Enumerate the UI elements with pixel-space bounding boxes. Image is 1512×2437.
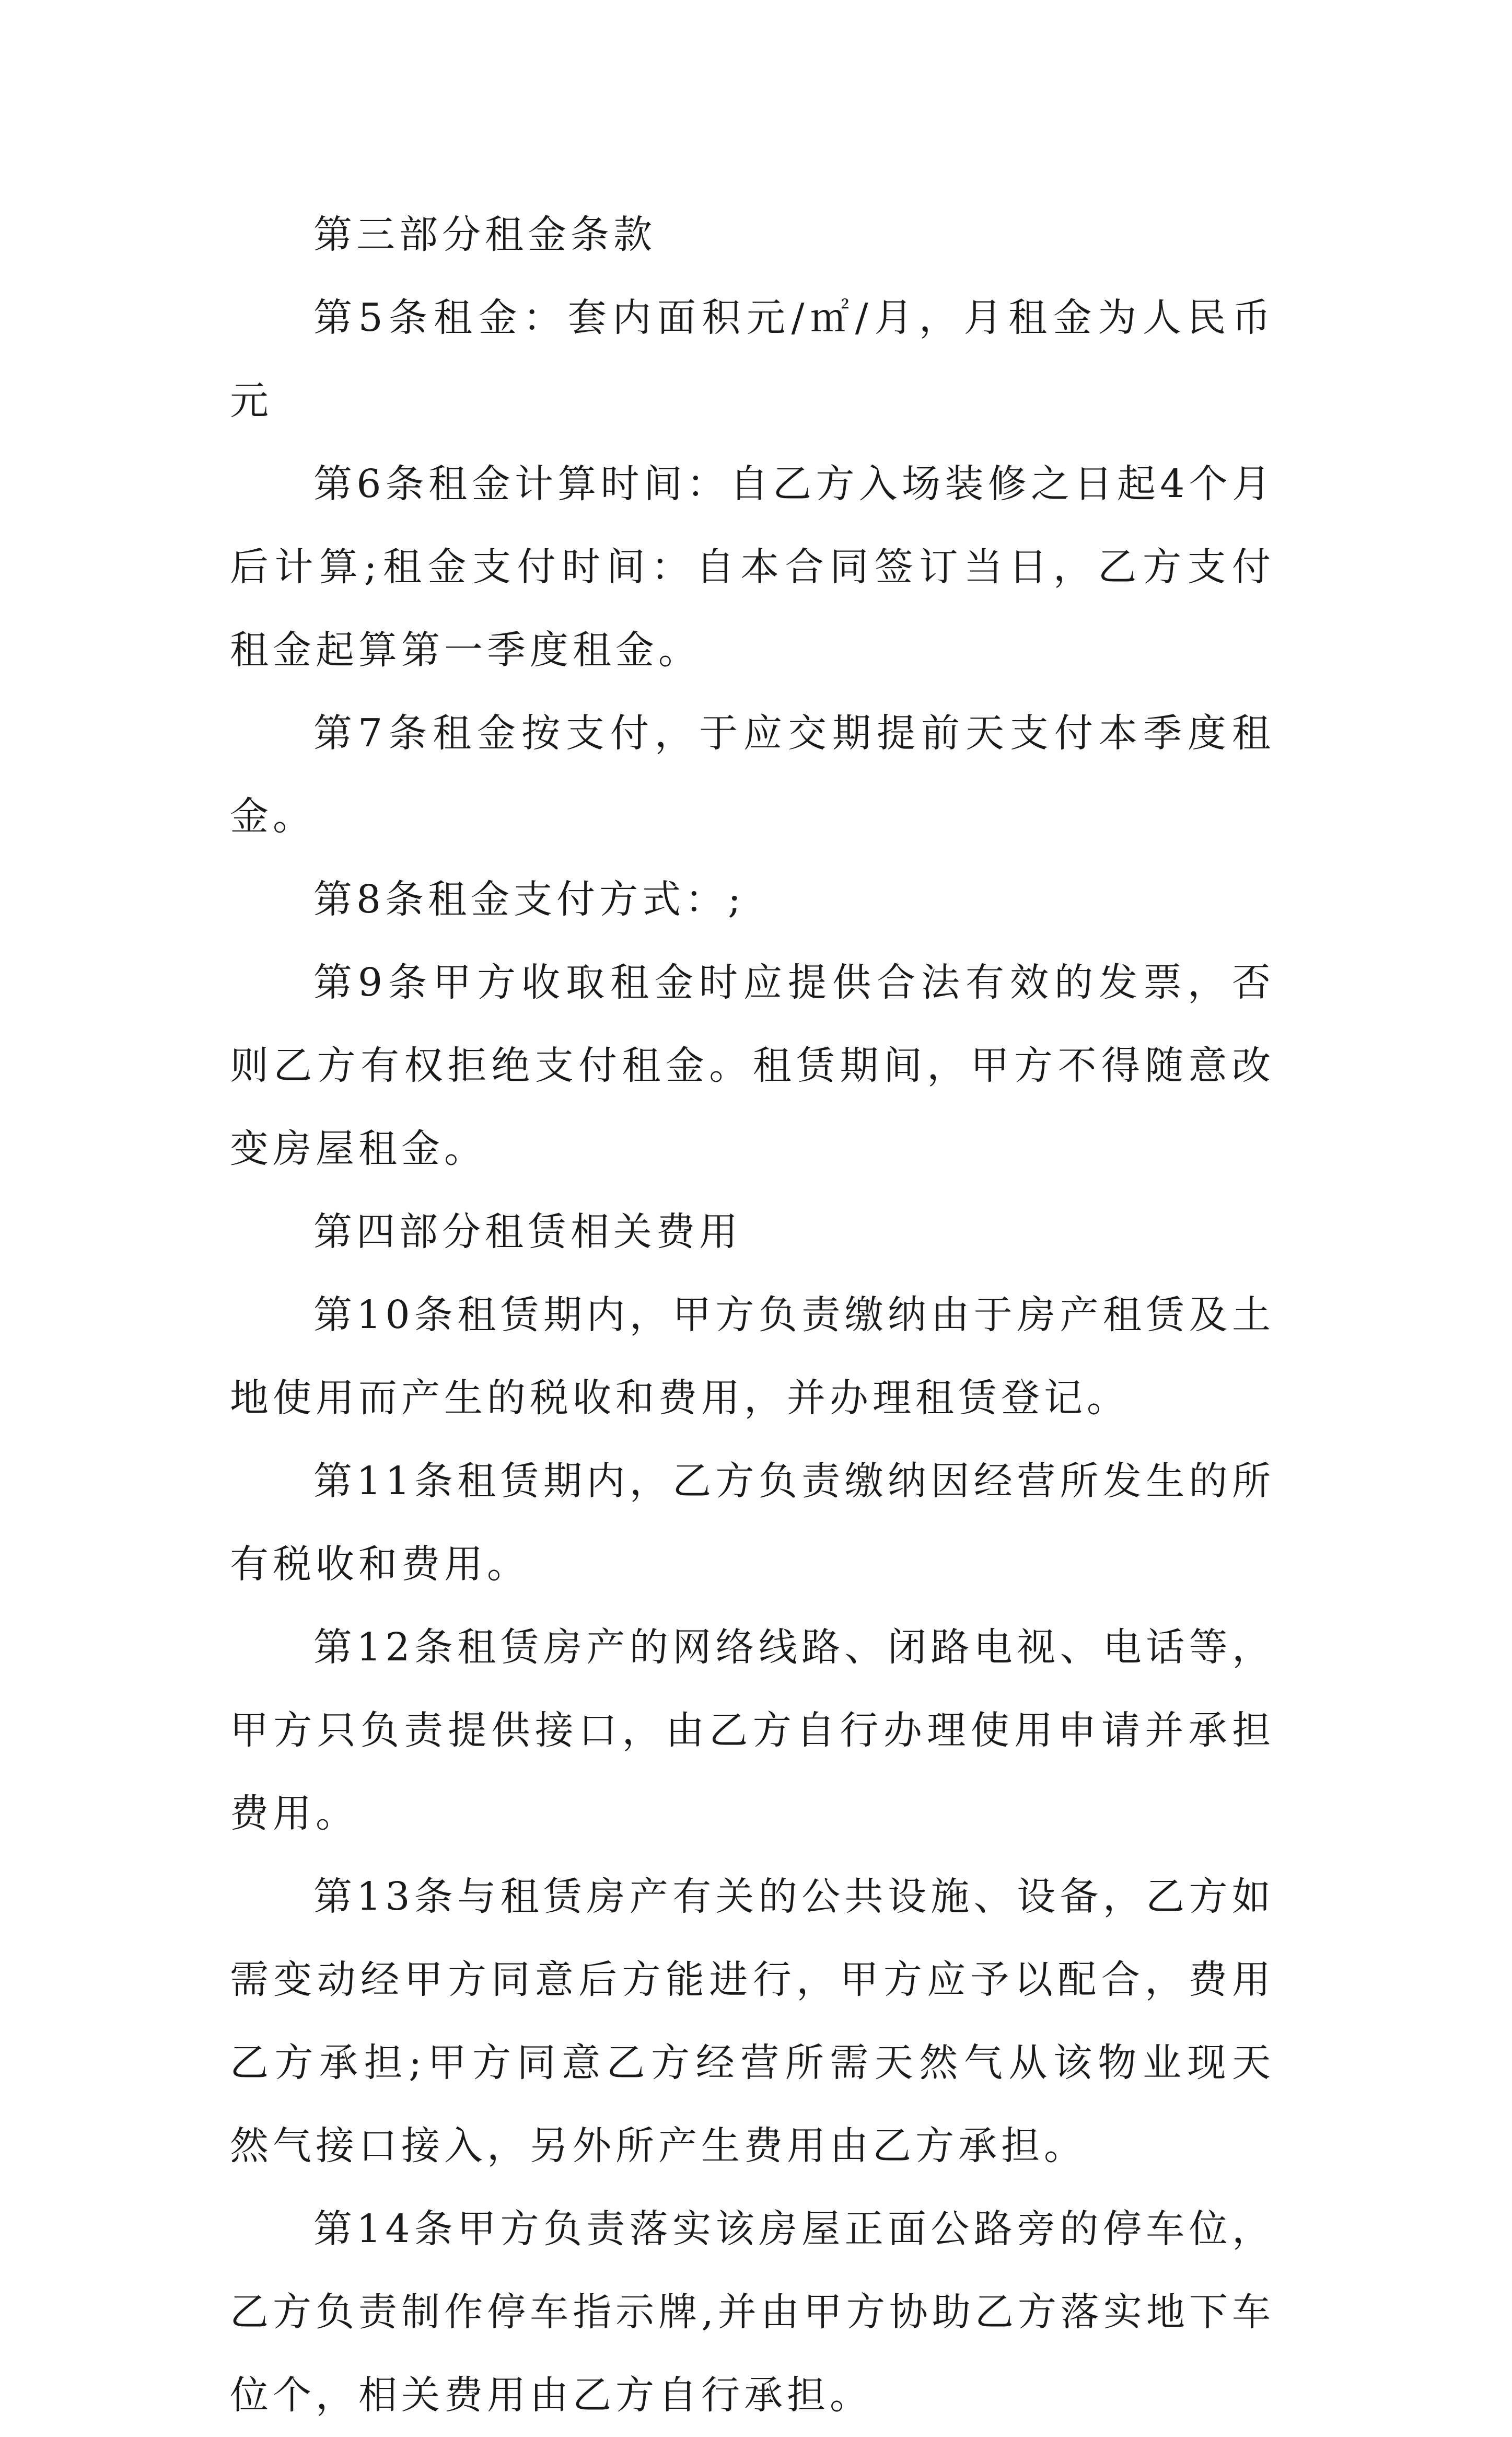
clause-5-rent: 第5条租金：套内面积元/㎡/月，月租金为人民币元: [230, 295, 1275, 423]
clause-11-tenant-taxes: 第11条租赁期内，乙方负责缴纳因经营所发生的所有税收和费用。: [230, 1459, 1275, 1587]
clause-12-network-lines: 第12条租赁房产的网络线路、闭路电视、电话等，甲方只负责提供接口，由乙方自行办理使用申请并承担费用。: [230, 1625, 1275, 1836]
clause-14-parking: 第14条甲方负责落实该房屋正面公路旁的停车位，乙方负责制作停车指示牌,并由甲方协助乙方落实地下车位个，相关费用由乙方自行承担。: [230, 2207, 1275, 2418]
section-heading-related-fees: 第四部分租赁相关费用: [313, 1209, 742, 1254]
section-heading-rent-terms: 第三部分租金条款: [313, 212, 656, 257]
clause-7-rent-payment-schedule: 第7条租金按支付，于应交期提前天支付本季度租金。: [230, 711, 1275, 839]
document-body: [230, 193, 1275, 2437]
clause-10-landlord-taxes: 第10条租赁期内，甲方负责缴纳由于房产租赁及土地使用而产生的税收和费用，并办理租赁登记。: [230, 1292, 1275, 1420]
clause-13-public-facilities: 第13条与租赁房产有关的公共设施、设备，乙方如需变动经甲方同意后方能进行，甲方应予以配合，费用乙方承担;甲方同意乙方经营所需天然气从该物业现天然气接口接入，另外所产生费用由乙方承担。: [230, 1874, 1275, 2168]
clause-9-invoice: 第9条甲方收取租金时应提供合法有效的发票，否则乙方有权拒绝支付租金。租赁期间，甲方不得随意改变房屋租金。: [230, 960, 1275, 1171]
clause-8-rent-payment-method: 第8条租金支付方式：;: [313, 877, 746, 922]
clause-6-rent-calculation-time: 第6条租金计算时间：自乙方入场装修之日起4个月后计算;租金支付时间：自本合同签订当日，乙方支付租金起算第一季度租金。: [230, 461, 1275, 673]
